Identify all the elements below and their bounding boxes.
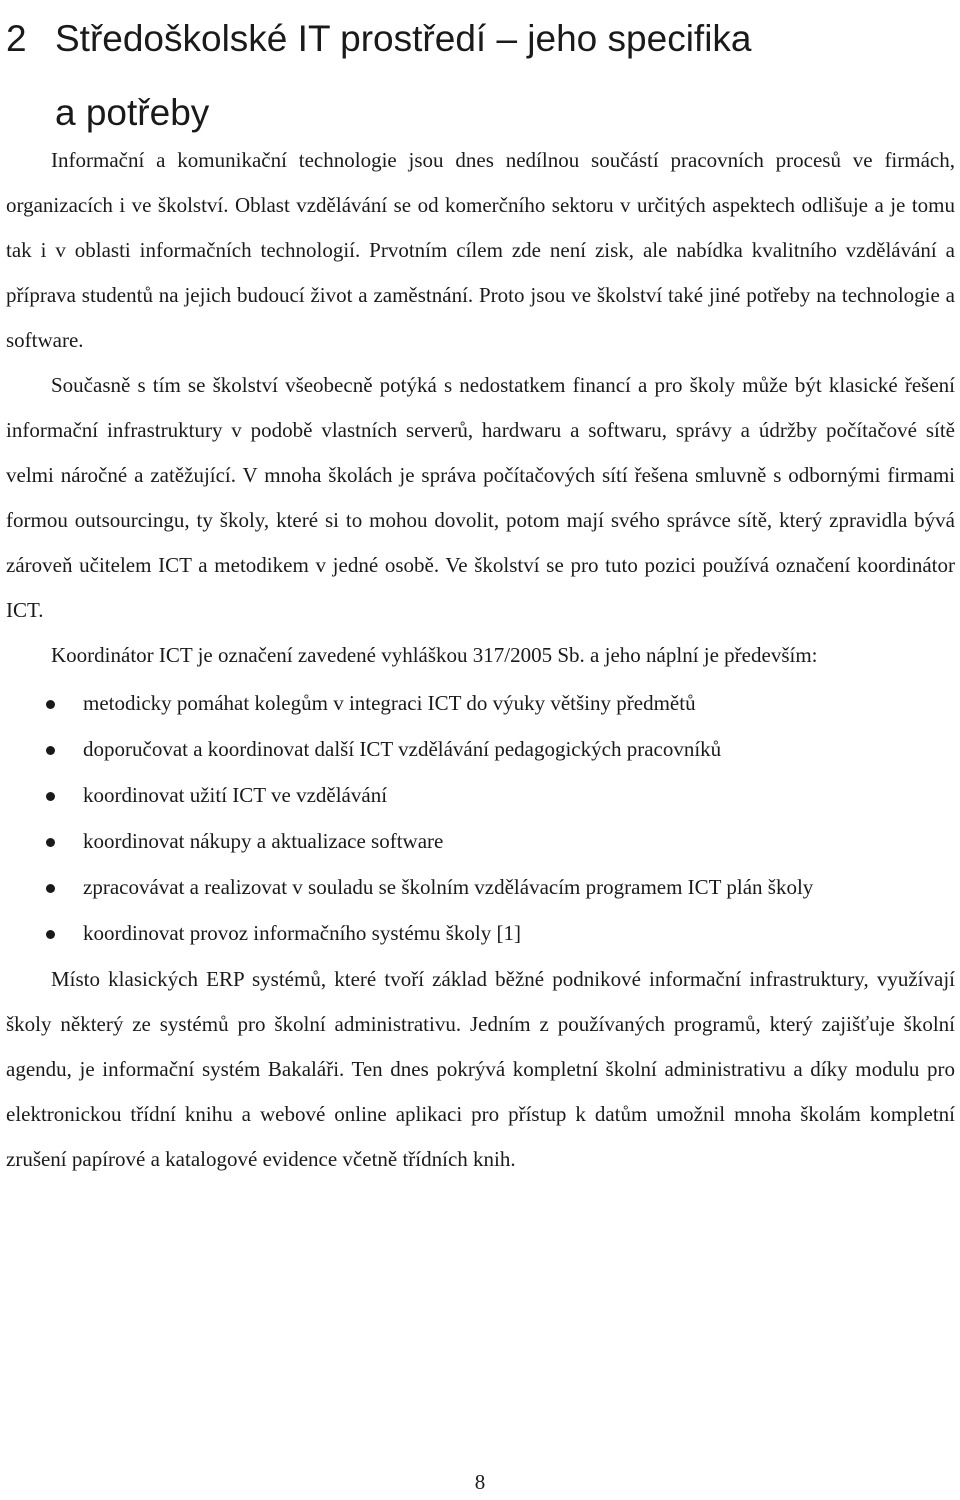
coordinator-duties-list [6,681,955,956]
list-item [6,773,955,818]
bullet-icon [46,884,55,893]
paragraph-finance: Současně s tím se školství všeobecně potýká s nedostatkem financí a pro školy může být klasické řešení informační infrastruktury v podobě vlastních serverů, hardwaru a softwaru, správy a údržby počítačové sítě velmi náročné a zatěžující. V mnoha školách je správa počítačových sítí řešena smluvně s odbornými firmami formou outsourcingu, ty školy, které si to mohou dovolit, potom mají svého správce sítě, který zpravidla bývá zároveň učitelem ICT a metodikem v jedné osobě. Ve školství se pro tuto pozici používá označení koordinátor ICT. [6,373,955,622]
list-item [6,911,955,956]
paragraph-intro: Informační a komunikační technologie jsou dnes nedílnou součástí pracovních procesů ve firmách, organizacích i ve školství. Oblast vzdělávání se od komerčního sektoru v určitých aspektech odlišuje a je tomu tak i v oblasti informačních technologií. Prvotním cílem zde není zisk, ale nabídka kvalitního vzdělávání a příprava studentů na jejich budoucí život a zaměstnání. Proto jsou ve školství také jiné potřeby na technologie a software. [6,148,955,352]
list-item [6,727,955,772]
bullet-icon [46,930,55,939]
chapter-title-line-1: Středoškolské IT prostředí – jeho specifika [55,18,752,59]
bullet-icon [46,792,55,801]
list-item-text: koordinovat nákupy a aktualizace software [83,829,444,853]
paragraph-coordinator: Koordinátor ICT je označení zavedené vyhláškou 317/2005 Sb. a jeho náplní je především: [51,643,818,667]
list-item-text: doporučovat a koordinovat další ICT vzdělávání pedagogických pracovníků [83,737,722,761]
paragraph-erp: Místo klasických ERP systémů, které tvoří základ běžné podnikové informační infrastruktury, využívají školy některý ze systémů pro školní administrativu. Jedním z používaných programů, který zajišťuje školní agendu, je informační systém Bakaláři. Ten dnes pokrývá kompletní školní administrativu a díky modulu pro elektronickou třídní knihu a webové online aplikaci pro přístup k datům umožnil mnoha školám kompletní zrušení papírové a katalogové evidence včetně třídních knih. [6,967,955,1171]
list-item [6,681,955,726]
list-item [6,819,955,864]
list-item-text: koordinovat užití ICT ve vzdělávání [83,783,388,807]
chapter-heading [6,2,946,150]
bullet-icon [46,746,55,755]
list-item-text: zpracovávat a realizovat v souladu se školním vzdělávacím programem ICT plán školy [83,875,814,899]
chapter-number: 2 [6,18,27,59]
chapter-title-line-2: a potřeby [55,92,210,133]
body-text [6,138,955,1182]
list-item [6,865,955,910]
list-item-text: koordinovat provoz informačního systému školy [1] [83,921,522,945]
page-number: 8 [474,1470,486,1494]
bullet-icon [46,838,55,847]
list-item-text: metodicky pomáhat kolegům v integraci ICT do výuky většiny předmětů [83,691,696,715]
bullet-icon [46,700,55,709]
